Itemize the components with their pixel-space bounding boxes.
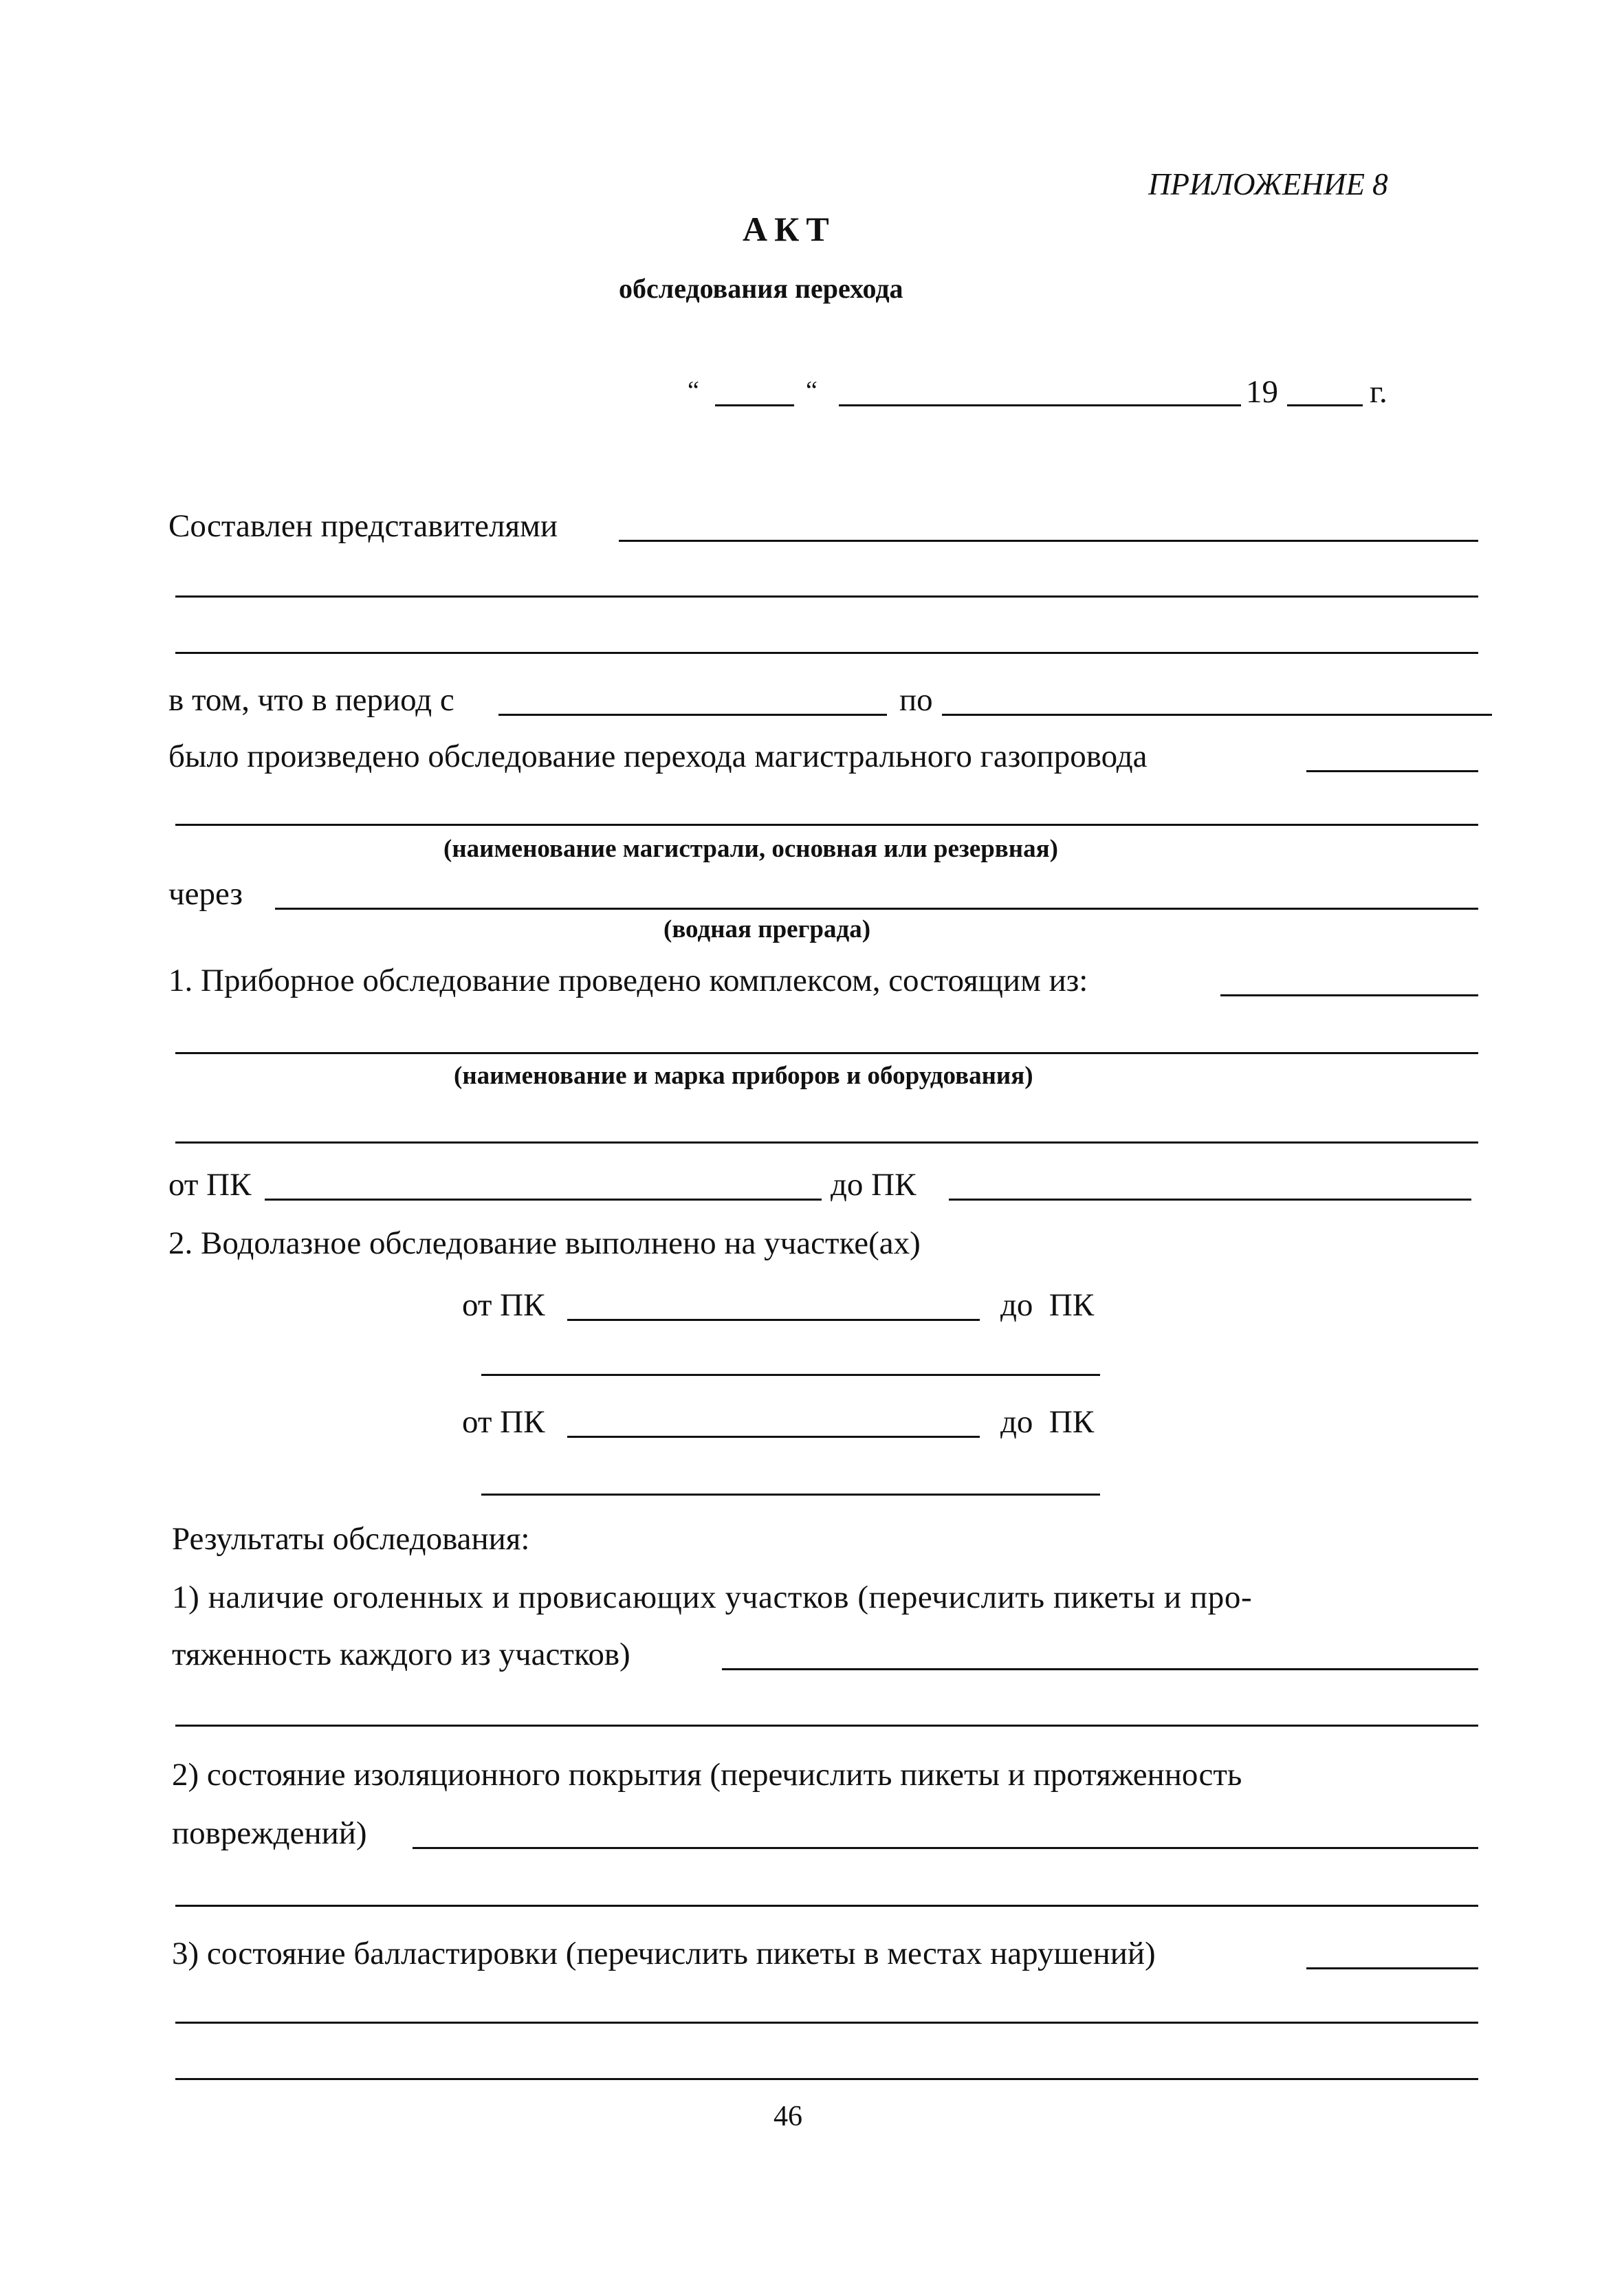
diving-from-pk-label-1: от ПК bbox=[462, 1287, 545, 1323]
devices-note: (наименование и марка приборов и оборудования) bbox=[454, 1062, 1033, 1090]
diving-to-pk-label-1: до ПК bbox=[1000, 1287, 1095, 1323]
via-label: через bbox=[168, 876, 243, 912]
composed-by-label: Составлен представителями bbox=[168, 508, 558, 544]
period-from-label: в том, что в период с bbox=[168, 682, 454, 718]
date-mid-quote: “ bbox=[806, 376, 818, 405]
results-heading: Результаты обследования: bbox=[172, 1521, 530, 1557]
day-blank-line[interactable] bbox=[715, 404, 794, 406]
to-pk-label: до ПК bbox=[831, 1167, 917, 1203]
result-1-line-2: тяженность каждого из участков) bbox=[172, 1637, 630, 1672]
result-1-line-1: 1) наличие оголенных и провисающих участков (перечислить пикеты и про- bbox=[172, 1579, 1253, 1615]
result-3-line-1: 3) состояние балластировки (перечислить пикеты в местах нарушений) bbox=[172, 1936, 1156, 1971]
diving-to-pk-field-1[interactable] bbox=[481, 1374, 1100, 1376]
appendix-label: ПРИЛОЖЕНИЕ 8 bbox=[1148, 167, 1388, 201]
from-pk-label: от ПК bbox=[168, 1167, 252, 1203]
item-2-label: 2. Водолазное обследование выполнено на участке(ах) bbox=[168, 1225, 921, 1261]
pipeline-field[interactable] bbox=[1306, 770, 1478, 772]
survey-done-label: было произведено обследование перехода магистрального газопровода bbox=[168, 739, 1148, 774]
to-pk-field[interactable] bbox=[949, 1199, 1471, 1201]
composed-by-field-3[interactable] bbox=[175, 652, 1478, 654]
pipeline-field-2[interactable] bbox=[175, 824, 1478, 826]
document-title: АКТ bbox=[743, 210, 836, 248]
period-to-field[interactable] bbox=[942, 714, 1492, 716]
composed-by-field[interactable] bbox=[619, 540, 1478, 542]
date-open-quote: “ bbox=[688, 376, 699, 405]
result-1-field-2[interactable] bbox=[175, 1725, 1478, 1727]
month-blank-line[interactable] bbox=[839, 404, 1241, 406]
document-subtitle: обследования перехода bbox=[619, 273, 903, 304]
diving-from-pk-field-1[interactable] bbox=[567, 1319, 980, 1321]
result-3-field-2[interactable] bbox=[175, 2022, 1478, 2024]
composed-by-field-2[interactable] bbox=[175, 595, 1478, 598]
result-2-field-2[interactable] bbox=[175, 1905, 1478, 1907]
water-obstacle-note: (водная преграда) bbox=[663, 915, 871, 943]
pipeline-note: (наименование магистрали, основная или резервная) bbox=[443, 835, 1058, 863]
year-prefix: 19 bbox=[1246, 374, 1278, 410]
page-number: 46 bbox=[773, 2101, 802, 2132]
result-2-line-2: повреждений) bbox=[172, 1815, 367, 1851]
diving-from-pk-label-2: от ПК bbox=[462, 1404, 545, 1440]
from-pk-field[interactable] bbox=[265, 1199, 822, 1201]
result-2-line-1: 2) состояние изоляционного покрытия (перечислить пикеты и протяженность bbox=[172, 1757, 1242, 1793]
result-2-field[interactable] bbox=[413, 1847, 1478, 1849]
result-1-field[interactable] bbox=[722, 1668, 1478, 1670]
year-blank-line[interactable] bbox=[1287, 404, 1363, 406]
year-suffix: г. bbox=[1370, 374, 1387, 410]
devices-field-2[interactable] bbox=[175, 1052, 1478, 1054]
devices-field-3[interactable] bbox=[175, 1141, 1478, 1144]
period-to-label: по bbox=[899, 682, 933, 718]
water-obstacle-field[interactable] bbox=[275, 908, 1478, 910]
diving-from-pk-field-2[interactable] bbox=[567, 1436, 980, 1438]
devices-field[interactable] bbox=[1220, 994, 1478, 996]
result-3-field[interactable] bbox=[1306, 1967, 1478, 1969]
item-1-label: 1. Приборное обследование проведено комплексом, состоящим из: bbox=[168, 963, 1088, 998]
result-3-field-3[interactable] bbox=[175, 2078, 1478, 2080]
diving-to-pk-label-2: до ПК bbox=[1000, 1404, 1095, 1440]
diving-to-pk-field-2[interactable] bbox=[481, 1494, 1100, 1496]
period-from-field[interactable] bbox=[498, 714, 887, 716]
